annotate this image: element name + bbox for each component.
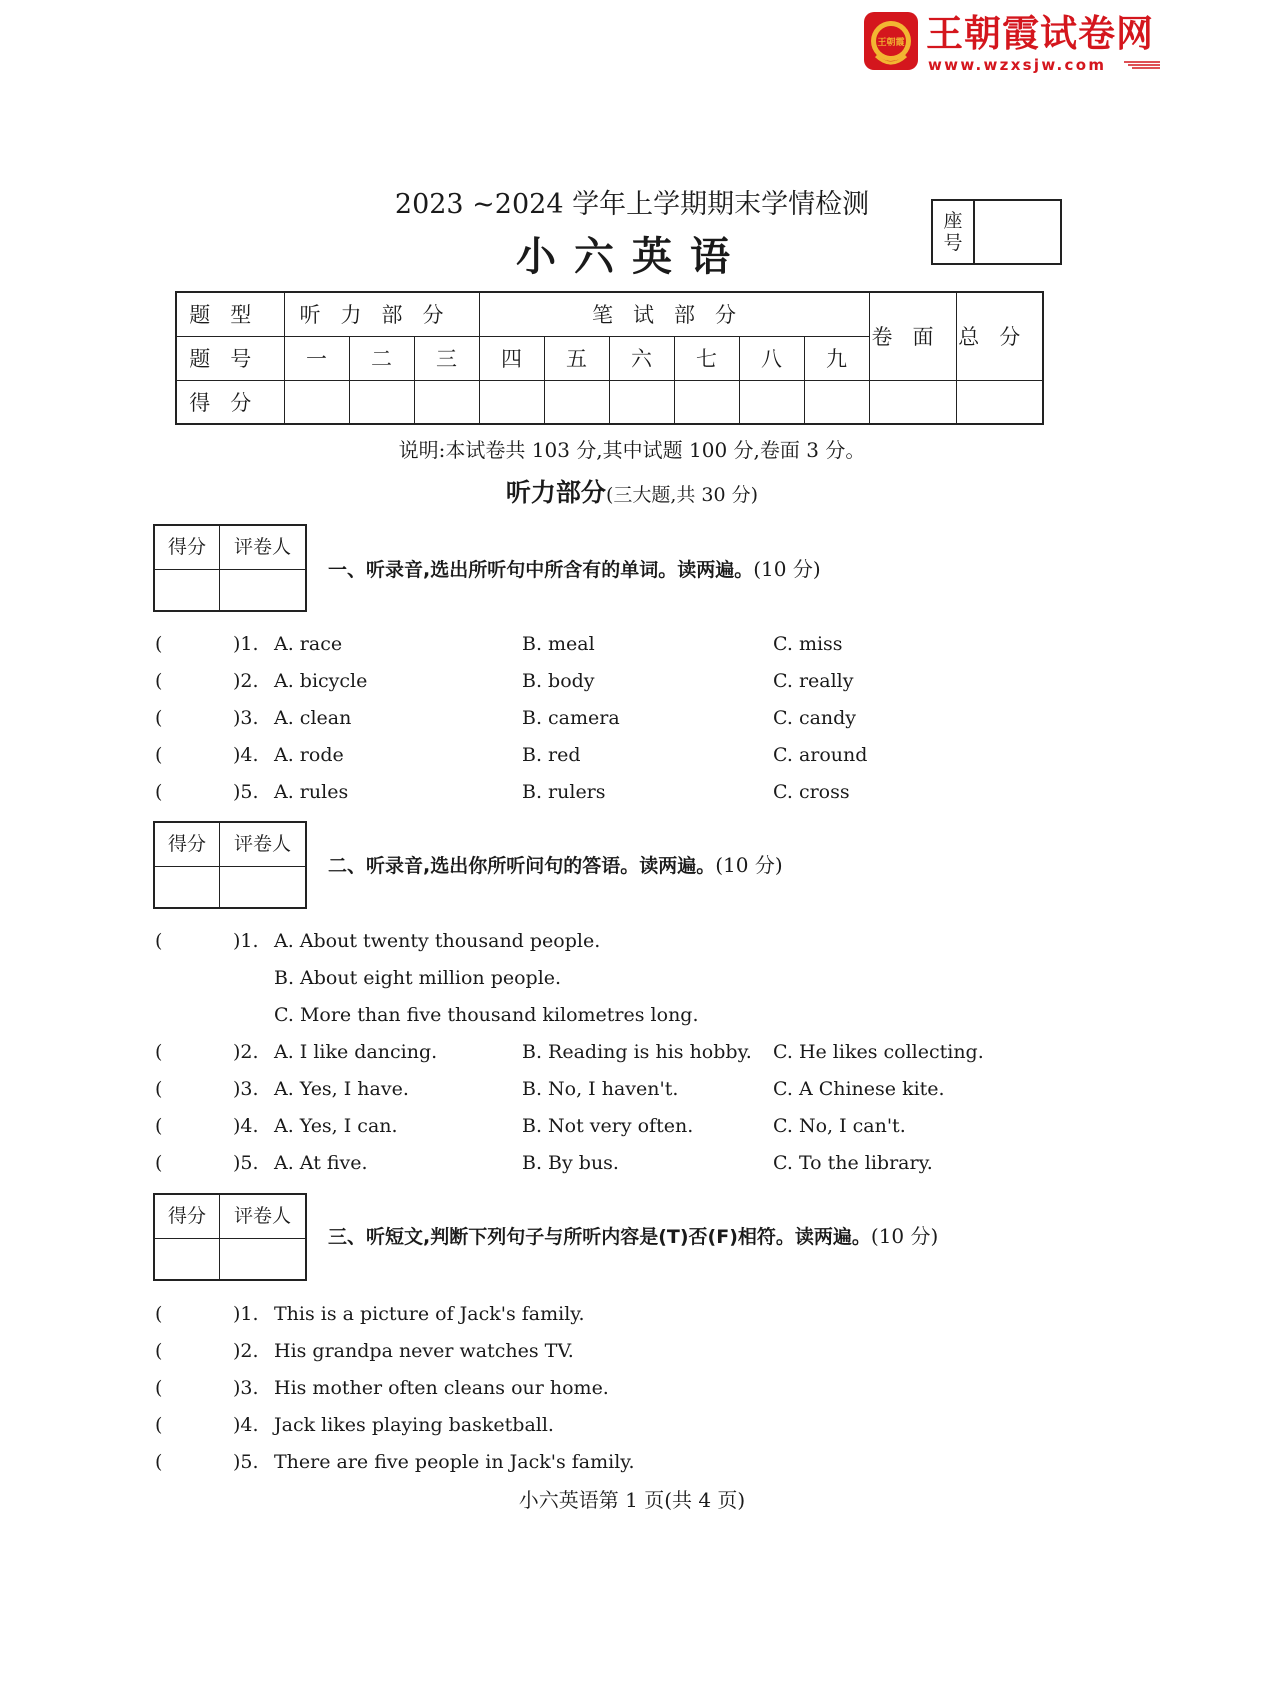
grader-box: 得分 评卷人 (153, 524, 307, 612)
row-label-type: 题型 (176, 292, 284, 336)
question-row: ( )4. Jack likes playing basketball. (155, 1408, 1155, 1442)
listening-part-header: 听力部分 (284, 292, 479, 336)
logo-url: www.wzxsjw.com (928, 56, 1107, 74)
answer-blank[interactable]: ( (155, 1414, 163, 1436)
answer-blank[interactable]: ( (155, 1340, 163, 1362)
page-footer: 小六英语第 1 页(共 4 页) (518, 1488, 746, 1512)
seat-number-field[interactable] (975, 201, 1060, 263)
part2-title: 二、听录音,选出你所听问句的答语。读两遍。(10 分) (328, 853, 783, 877)
answer-blank[interactable]: ( (155, 1152, 163, 1174)
grader-score-field[interactable] (155, 867, 220, 909)
seat-number-label: 座 号 (933, 201, 975, 263)
grader-box: 得分 评卷人 (153, 821, 307, 909)
question-number: 九 (804, 336, 869, 380)
question-option-row: C. More than five thousand kilometres long. (274, 1004, 699, 1026)
answer-blank[interactable]: ( (155, 1303, 163, 1325)
question-number: 一 (284, 336, 349, 380)
question-row: ( )3. A. Yes, I have. B. No, I haven't. C. A Chinese kite. (155, 1072, 1155, 1106)
listening-section-heading (0, 476, 1264, 513)
score-cell[interactable] (414, 380, 479, 424)
question-row: ( )3. A. clean B. camera C. candy (155, 701, 1155, 735)
question-option-row: B. About eight million people. (274, 967, 562, 989)
exam-title: 2023 ~2024 学年上学期期末学情检测 (394, 189, 870, 220)
question-row: ( )1. This is a picture of Jack's family. (155, 1297, 1155, 1331)
score-table (175, 291, 1044, 425)
row-label-score: 得分 (176, 380, 284, 424)
question-row: ( )1. A. About twenty thousand people. (155, 924, 1155, 958)
listening-section-title: 听力部分 (505, 478, 606, 507)
question-row: ( )2. A. I like dancing. B. Reading is his hobby. C. He likes collecting. (155, 1035, 1155, 1069)
question-row: ( )5. There are five people in Jack's family. (155, 1445, 1155, 1479)
grader-reviewer-field[interactable] (220, 867, 305, 909)
grader-reviewer-field[interactable] (220, 1239, 305, 1281)
answer-blank[interactable]: ( (155, 1041, 163, 1063)
question-number: 三 (414, 336, 479, 380)
answer-blank[interactable]: ( (155, 744, 163, 766)
question-row: ( )5. A. rules B. rulers C. cross (155, 775, 1155, 809)
question-number: 八 (739, 336, 804, 380)
question-row: ( )4. A. Yes, I can. B. Not very often. C. No, I can't. (155, 1109, 1155, 1143)
logo-decor-icon (1124, 60, 1160, 70)
grader-reviewer-field[interactable] (220, 570, 305, 612)
site-logo[interactable] (862, 10, 1172, 74)
question-row: ( )4. A. rode B. red C. around (155, 738, 1155, 772)
question-row: ( )2. A. bicycle B. body C. really (155, 664, 1155, 698)
answer-blank[interactable]: ( (155, 930, 163, 952)
seat-number-box (931, 199, 1062, 265)
score-cell[interactable] (544, 380, 609, 424)
logo-badge-icon (862, 10, 920, 72)
row-label-number: 题号 (176, 336, 284, 380)
grader-score-field[interactable] (155, 570, 220, 612)
score-cell[interactable] (609, 380, 674, 424)
question-row: ( )3. His mother often cleans our home. (155, 1371, 1155, 1405)
question-number: 五 (544, 336, 609, 380)
answer-blank[interactable]: ( (155, 707, 163, 729)
total-score-cell[interactable] (956, 380, 1043, 424)
question-number: 二 (349, 336, 414, 380)
subject-title: 小六英语 (516, 233, 748, 280)
score-cell[interactable] (479, 380, 544, 424)
question-row: ( )1. A. race B. meal C. miss (155, 627, 1155, 661)
question-number: 六 (609, 336, 674, 380)
answer-blank[interactable]: ( (155, 633, 163, 655)
answer-blank[interactable]: ( (155, 1078, 163, 1100)
score-cell[interactable] (804, 380, 869, 424)
question-number: 七 (674, 336, 739, 380)
grader-score-field[interactable] (155, 1239, 220, 1281)
question-row: ( )2. His grandpa never watches TV. (155, 1334, 1155, 1368)
exam-note: 说明:本试卷共 103 分,其中试题 100 分,卷面 3 分。 (398, 438, 866, 462)
neatness-header: 卷面 (869, 292, 956, 380)
total-header: 总分 (956, 292, 1043, 380)
answer-blank[interactable]: ( (155, 781, 163, 803)
score-cell[interactable] (739, 380, 804, 424)
logo-title: 王朝霞试卷网 (926, 12, 1154, 55)
part3-title: 三、听短文,判断下列句子与所听内容是(T)否(F)相符。读两遍。(10 分) (328, 1224, 939, 1248)
answer-blank[interactable]: ( (155, 1115, 163, 1137)
score-cell[interactable] (284, 380, 349, 424)
answer-blank[interactable]: ( (155, 670, 163, 692)
score-cell[interactable] (674, 380, 739, 424)
score-cell[interactable] (349, 380, 414, 424)
answer-blank[interactable]: ( (155, 1451, 163, 1473)
question-row: ( )5. A. At five. B. By bus. C. To the library. (155, 1146, 1155, 1180)
part1-title: 一、听录音,选出所听句中所含有的单词。读两遍。(10 分) (328, 557, 821, 581)
listening-section-info: (三大题,共 30 分) (605, 484, 759, 506)
neatness-score-cell[interactable] (869, 380, 956, 424)
question-number: 四 (479, 336, 544, 380)
svg-text:王朝霞: 王朝霞 (877, 38, 905, 48)
writing-part-header: 笔试部分 (479, 292, 869, 336)
grader-box: 得分 评卷人 (153, 1193, 307, 1281)
answer-blank[interactable]: ( (155, 1377, 163, 1399)
